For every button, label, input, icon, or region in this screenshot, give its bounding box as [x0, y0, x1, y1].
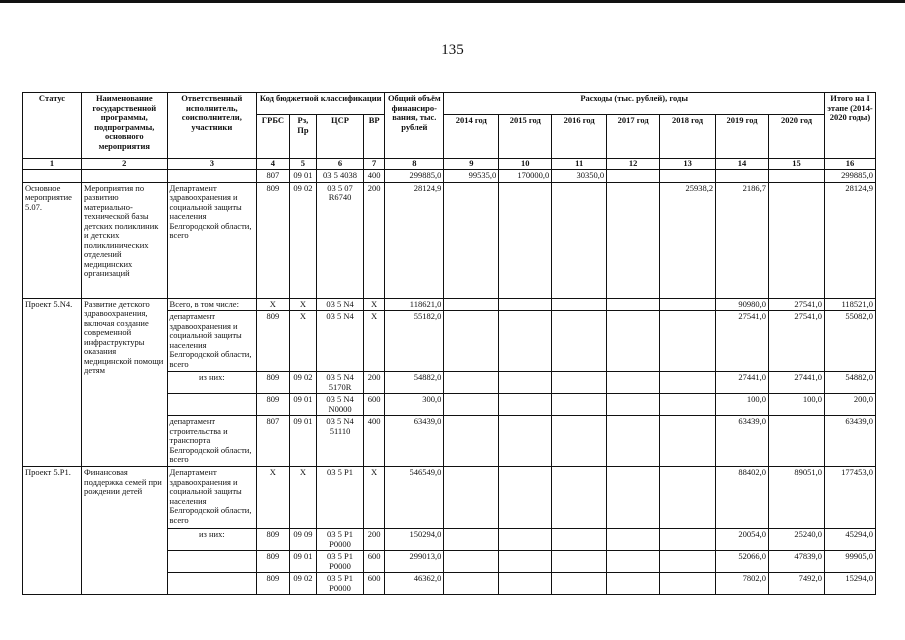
y2018-cell	[660, 170, 716, 183]
stage-total-cell: 55082,0	[824, 311, 875, 372]
top-border-line	[0, 0, 905, 3]
executor-cell: департамент здравоохранения и социальной защиты населения Белгородской области, всего	[167, 311, 257, 372]
header-csr: ЦСР	[317, 115, 364, 159]
y2020-cell: 47839,0	[768, 551, 824, 573]
header-stage-total: Итого на I этапе (2014-2020 годы)	[824, 93, 875, 159]
name-cell: Мероприятия по развитию материально-технической базы детских поликлиник и детских поликлинических отделений медицинских организаций	[82, 182, 168, 298]
y2018-cell	[660, 372, 716, 394]
y2014-cell: 99535,0	[444, 170, 499, 183]
csr-cell: 03 5 Р1 Р0000	[317, 573, 364, 595]
name-cell	[82, 170, 168, 183]
vr-cell: 600	[363, 394, 384, 416]
y2014-cell	[444, 182, 499, 298]
stage-total-cell: 200,0	[824, 394, 875, 416]
name-cell: Финансовая поддержка семей при рождении детей	[82, 467, 168, 595]
y2018-cell	[660, 573, 716, 595]
header-program-name: Наименование государственной программы, подпрограммы, основного мероприятия	[82, 93, 168, 159]
header-budget-code: Код бюджетной классификации	[257, 93, 385, 115]
column-number: 5	[289, 159, 316, 170]
vr-cell: 400	[363, 416, 384, 467]
column-number: 2	[82, 159, 168, 170]
vr-cell: 400	[363, 170, 384, 183]
column-number: 15	[768, 159, 824, 170]
y2014-cell	[444, 394, 499, 416]
y2020-cell: 27541,0	[768, 298, 824, 311]
executor-cell	[167, 170, 257, 183]
y2015-cell	[499, 372, 552, 394]
y2016-cell	[552, 551, 607, 573]
header-year-2016: 2016 год	[552, 115, 607, 159]
rzpr-cell: 09 01	[289, 416, 316, 467]
header-vr: ВР	[363, 115, 384, 159]
y2020-cell: 27441,0	[768, 372, 824, 394]
y2019-cell: 100,0	[716, 394, 769, 416]
executor-cell	[167, 573, 257, 595]
y2019-cell: 27541,0	[716, 311, 769, 372]
header-year-2020: 2020 год	[768, 115, 824, 159]
column-number: 16	[824, 159, 875, 170]
y2016-cell	[552, 573, 607, 595]
csr-cell: 03 5 N4 5170R	[317, 372, 364, 394]
y2020-cell: 100,0	[768, 394, 824, 416]
stage-total-cell: 28124,9	[824, 182, 875, 298]
vr-cell: Х	[363, 467, 384, 529]
y2018-cell	[660, 529, 716, 551]
y2016-cell	[552, 372, 607, 394]
y2020-cell: 7492,0	[768, 573, 824, 595]
column-number: 13	[660, 159, 716, 170]
y2019-cell: 20054,0	[716, 529, 769, 551]
total-cell: 54882,0	[385, 372, 444, 394]
y2014-cell	[444, 551, 499, 573]
y2015-cell	[499, 394, 552, 416]
executor-cell	[167, 551, 257, 573]
y2014-cell	[444, 467, 499, 529]
y2020-cell: 89051,0	[768, 467, 824, 529]
page-number: 135	[441, 42, 464, 58]
column-number-row	[23, 159, 876, 170]
header-year-2014: 2014 год	[444, 115, 499, 159]
column-number: 1	[23, 159, 82, 170]
y2020-cell	[768, 170, 824, 183]
grbs-cell: 809	[257, 182, 290, 298]
y2014-cell	[444, 416, 499, 467]
y2017-cell	[607, 573, 660, 595]
csr-cell: 03 5 Р1 Р0000	[317, 551, 364, 573]
status-cell: Проект 5.Р1.	[23, 467, 82, 595]
executor-cell: из них:	[167, 372, 257, 394]
header-executor: Ответственный исполнитель, соисполнители, участники	[167, 93, 257, 159]
y2015-cell	[499, 467, 552, 529]
y2015-cell	[499, 529, 552, 551]
y2018-cell	[660, 394, 716, 416]
y2017-cell	[607, 182, 660, 298]
rzpr-cell: 09 01	[289, 551, 316, 573]
vr-cell: 200	[363, 372, 384, 394]
y2014-cell	[444, 298, 499, 311]
header-expenses: Расходы (тыс. рублей), годы	[444, 93, 825, 115]
total-cell: 150294,0	[385, 529, 444, 551]
executor-cell	[167, 394, 257, 416]
y2018-cell	[660, 551, 716, 573]
y2016-cell	[552, 416, 607, 467]
y2017-cell	[607, 529, 660, 551]
grbs-cell: 809	[257, 311, 290, 372]
status-cell: Основное мероприятие 5.07.	[23, 182, 82, 298]
y2020-cell	[768, 182, 824, 298]
executor-cell: департамент строительства и транспорта Белгородской области, всего	[167, 416, 257, 467]
header-total-volume: Общий объём финансиро-вания, тыс. рублей	[385, 93, 444, 159]
total-cell: 63439,0	[385, 416, 444, 467]
grbs-cell: 809	[257, 573, 290, 595]
csr-cell: 03 5 N4 N0000	[317, 394, 364, 416]
y2019-cell: 88402,0	[716, 467, 769, 529]
table-row	[23, 467, 876, 529]
grbs-cell: 809	[257, 551, 290, 573]
column-number: 7	[363, 159, 384, 170]
column-number: 9	[444, 159, 499, 170]
total-cell: 55182,0	[385, 311, 444, 372]
header-year-2019: 2019 год	[716, 115, 769, 159]
y2016-cell	[552, 467, 607, 529]
y2015-cell	[499, 298, 552, 311]
budget-table	[22, 92, 876, 595]
column-number: 6	[317, 159, 364, 170]
grbs-cell: 807	[257, 170, 290, 183]
vr-cell: Х	[363, 298, 384, 311]
column-number: 4	[257, 159, 290, 170]
total-cell: 46362,0	[385, 573, 444, 595]
y2020-cell	[768, 416, 824, 467]
rzpr-cell: 09 02	[289, 372, 316, 394]
y2017-cell	[607, 394, 660, 416]
y2014-cell	[444, 529, 499, 551]
name-cell: Развитие детского здравоохранения, включая создание современной инфраструктуры оказания медицинской помощи детям	[82, 298, 168, 467]
y2018-cell	[660, 467, 716, 529]
y2016-cell	[552, 182, 607, 298]
csr-cell: 03 5 N4	[317, 311, 364, 372]
y2019-cell: 52066,0	[716, 551, 769, 573]
header-rz-pr: Рз, Пр	[289, 115, 316, 159]
header-year-2017: 2017 год	[607, 115, 660, 159]
vr-cell: 200	[363, 182, 384, 298]
grbs-cell: 809	[257, 529, 290, 551]
column-number: 10	[499, 159, 552, 170]
y2014-cell	[444, 311, 499, 372]
total-cell: 299885,0	[385, 170, 444, 183]
table-row	[23, 182, 876, 298]
executor-cell: Департамент здравоохранения и социальной защиты населения Белгородской области, всего	[167, 182, 257, 298]
stage-total-cell: 45294,0	[824, 529, 875, 551]
y2016-cell	[552, 394, 607, 416]
stage-total-cell: 54882,0	[824, 372, 875, 394]
y2017-cell	[607, 551, 660, 573]
y2020-cell: 27541,0	[768, 311, 824, 372]
y2017-cell	[607, 416, 660, 467]
stage-total-cell: 299885,0	[824, 170, 875, 183]
table-row	[23, 298, 876, 311]
y2015-cell	[499, 182, 552, 298]
y2018-cell	[660, 311, 716, 372]
y2019-cell: 7802,0	[716, 573, 769, 595]
y2015-cell	[499, 416, 552, 467]
y2020-cell: 25240,0	[768, 529, 824, 551]
vr-cell: 200	[363, 529, 384, 551]
y2014-cell	[444, 573, 499, 595]
csr-cell: 03 5 Р1	[317, 467, 364, 529]
executor-cell: из них:	[167, 529, 257, 551]
y2014-cell	[444, 372, 499, 394]
column-number: 8	[385, 159, 444, 170]
csr-cell: 03 5 4038	[317, 170, 364, 183]
total-cell: 118621,0	[385, 298, 444, 311]
y2016-cell: 30350,0	[552, 170, 607, 183]
executor-cell: Всего, в том числе:	[167, 298, 257, 311]
stage-total-cell: 99905,0	[824, 551, 875, 573]
status-cell	[23, 170, 82, 183]
stage-total-cell: 118521,0	[824, 298, 875, 311]
y2015-cell	[499, 573, 552, 595]
rzpr-cell: 09 01	[289, 394, 316, 416]
y2018-cell: 25938,2	[660, 182, 716, 298]
grbs-cell: Х	[257, 298, 290, 311]
y2016-cell	[552, 529, 607, 551]
rzpr-cell: Х	[289, 298, 316, 311]
y2018-cell	[660, 298, 716, 311]
y2017-cell	[607, 467, 660, 529]
grbs-cell: 809	[257, 394, 290, 416]
y2019-cell: 2186,7	[716, 182, 769, 298]
total-cell: 300,0	[385, 394, 444, 416]
rzpr-cell: Х	[289, 467, 316, 529]
y2019-cell: 27441,0	[716, 372, 769, 394]
y2017-cell	[607, 372, 660, 394]
y2016-cell	[552, 298, 607, 311]
rzpr-cell: 09 09	[289, 529, 316, 551]
vr-cell: 600	[363, 573, 384, 595]
header-year-2015: 2015 год	[499, 115, 552, 159]
y2015-cell: 170000,0	[499, 170, 552, 183]
csr-cell: 03 5 Р1 Р0000	[317, 529, 364, 551]
stage-total-cell: 63439,0	[824, 416, 875, 467]
csr-cell: 03 5 N4	[317, 298, 364, 311]
y2019-cell: 90980,0	[716, 298, 769, 311]
y2016-cell	[552, 311, 607, 372]
grbs-cell: 809	[257, 372, 290, 394]
vr-cell: Х	[363, 311, 384, 372]
executor-cell: Департамент здравоохранения и социальной защиты населения Белгородской области, всего	[167, 467, 257, 529]
y2017-cell	[607, 298, 660, 311]
rzpr-cell: 09 02	[289, 182, 316, 298]
header-year-2018: 2018 год	[660, 115, 716, 159]
y2018-cell	[660, 416, 716, 467]
y2015-cell	[499, 311, 552, 372]
y2019-cell: 63439,0	[716, 416, 769, 467]
rzpr-cell: 09 02	[289, 573, 316, 595]
grbs-cell: Х	[257, 467, 290, 529]
stage-total-cell: 177453,0	[824, 467, 875, 529]
rzpr-cell: Х	[289, 311, 316, 372]
header-status: Статус	[23, 93, 82, 159]
y2017-cell	[607, 170, 660, 183]
total-cell: 28124,9	[385, 182, 444, 298]
table-row	[23, 170, 876, 183]
csr-cell: 03 5 07 R6740	[317, 182, 364, 298]
vr-cell: 600	[363, 551, 384, 573]
csr-cell: 03 5 N4 51110	[317, 416, 364, 467]
column-number: 14	[716, 159, 769, 170]
grbs-cell: 807	[257, 416, 290, 467]
stage-total-cell: 15294,0	[824, 573, 875, 595]
y2017-cell	[607, 311, 660, 372]
total-cell: 546549,0	[385, 467, 444, 529]
column-number: 3	[167, 159, 257, 170]
rzpr-cell: 09 01	[289, 170, 316, 183]
column-number: 11	[552, 159, 607, 170]
y2019-cell	[716, 170, 769, 183]
column-number: 12	[607, 159, 660, 170]
status-cell: Проект 5.N4.	[23, 298, 82, 467]
total-cell: 299013,0	[385, 551, 444, 573]
y2015-cell	[499, 551, 552, 573]
header-grbs: ГРБС	[257, 115, 290, 159]
